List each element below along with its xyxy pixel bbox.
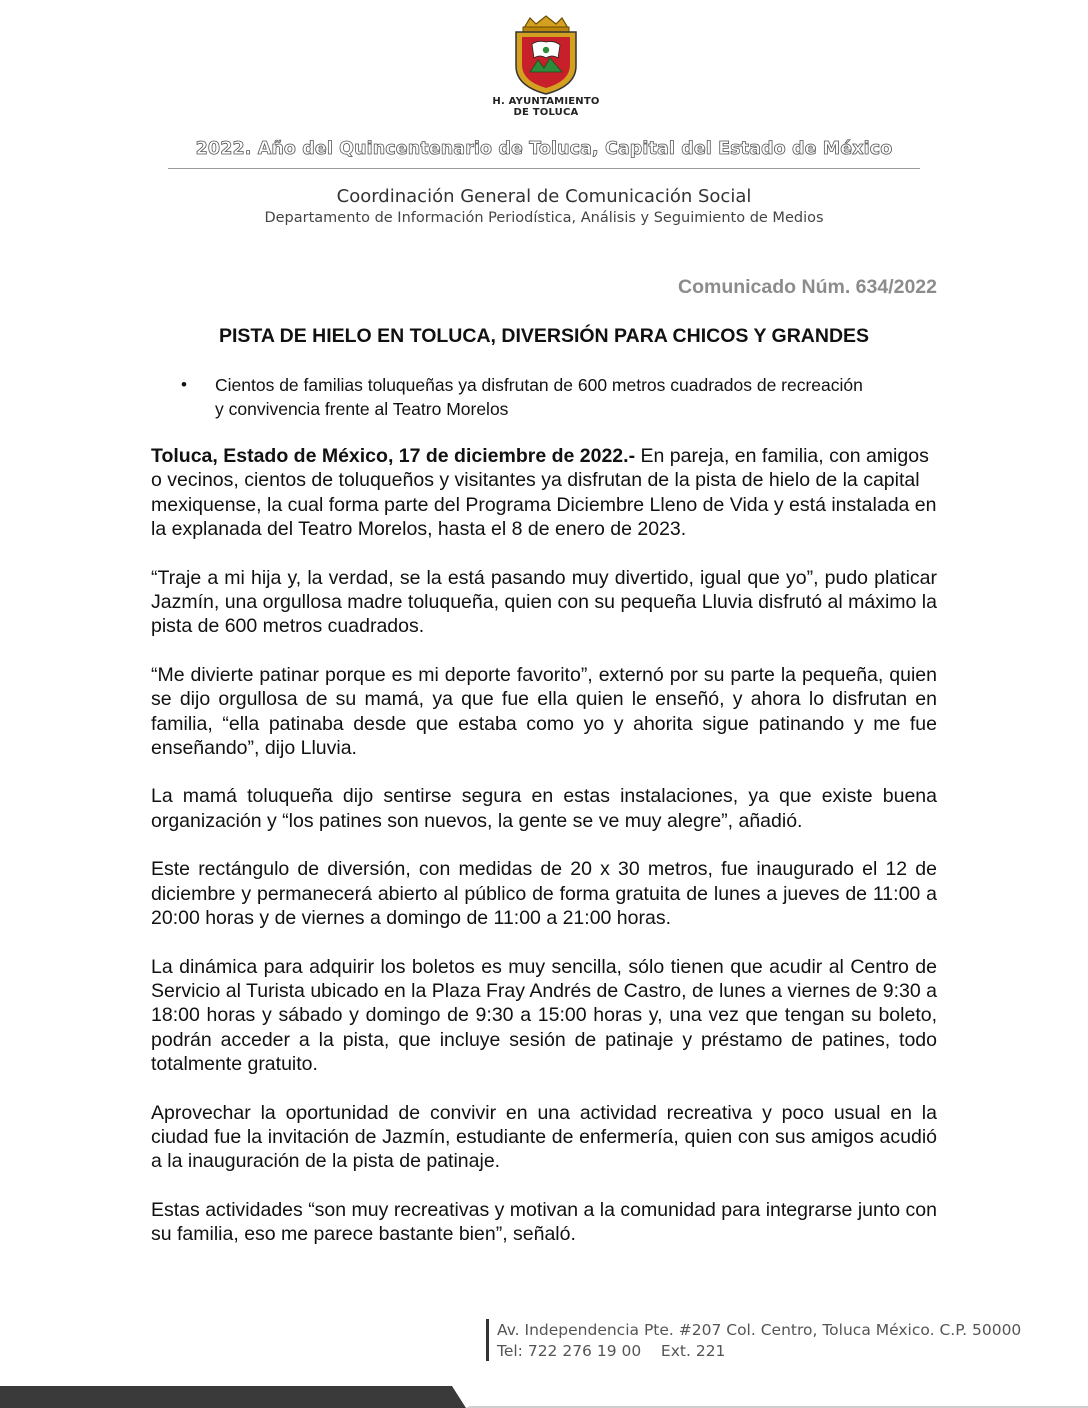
summary-bullet: Cientos de familias toluqueñas ya disfrutan de 600 metros cuadrados de recreación y convivencia frente al Teatro Morelos — [215, 375, 863, 419]
toluca-crest-logo — [492, 14, 600, 120]
bullet-icon: • — [181, 375, 187, 394]
release-number: Comunicado Núm. 634/2022 — [677, 276, 937, 298]
paragraph-7: Aprovechar la oportunidad de convivir en una actividad recreativa y poco usual en la ciudad fue la invitación de Jazmín, estudiante de enfermería, quien con sus amigos acudió a la inauguración de la pista de patinaje. — [151, 1101, 937, 1173]
department-subtitle: Departamento de Información Periodística, Análisis y Seguimiento de Medios — [264, 210, 824, 226]
paragraph-5: Este rectángulo de diversión, con medidas de 20 x 30 metros, fue inaugurado el 12 de diciembre y permanecerá abierto al público de forma gratuita de lunes a jueves de 11:00 a 20:00 horas y de viernes a domingo de 11:00 a 21:00 horas. — [151, 858, 937, 930]
logo-line-1: H. AYUNTAMIENTO — [492, 96, 600, 107]
dateline: Toluca, Estado de México, 17 de diciembre de 2022.- — [151, 445, 636, 467]
paragraph-1 — [151, 444, 937, 542]
footer-band — [0, 1386, 1088, 1408]
paragraph-4: La mamá toluqueña dijo sentirse segura en estas instalaciones, ya que existe buena organización y “los patines son nuevos, la gente se ve muy alegre”, añadió. — [151, 785, 937, 832]
footer-phone: Tel: 722 276 19 00 Ext. 221 — [497, 1342, 726, 1360]
paragraph-2: “Traje a mi hija y, la verdad, se la está pasando muy divertido, igual que yo”, pudo platicar Jazmín, una orgullosa madre toluqueña, quien con su pequeña Lluvia disfrutó al máximo la pista de 600 metros cuadrados. — [151, 566, 937, 638]
paragraph-8: Estas actividades “son muy recreativas y motivan a la comunidad para integrarse junto con su familia, eso me parece bastante bien”, señaló. — [151, 1198, 937, 1246]
crest-icon — [508, 14, 584, 96]
header-divider — [168, 168, 920, 169]
footer-address: Av. Independencia Pte. #207 Col. Centro, Toluca México. C.P. 50000 — [497, 1321, 1022, 1339]
article-body — [151, 444, 937, 1271]
footer-contact — [497, 1320, 1021, 1362]
headline: PISTA DE HIELO EN TOLUCA, DIVERSIÓN PARA CHICOS Y GRANDES — [218, 325, 870, 347]
paragraph-3: “Me divierte patinar porque es mi deporte favorito”, externó por su parte la pequeña, quien se dijo orgullosa de su mamá, ya que fue ella quien le enseñó, y ahora lo disfrutan en familia, “ella patinaba desde que estaba como yo y ahorita sigue patinando y me fue enseñando”, dijo Lluvia. — [151, 663, 937, 760]
year-motto: 2022. Año del Quincentenario de Toluca, Capital del Estado de México — [195, 139, 893, 159]
footer-divider — [486, 1319, 489, 1361]
logo-line-2: DE TOLUCA — [513, 107, 579, 118]
paragraph-1-text: En pareja, en familia, con amigos o vecinos, cientos de toluqueños y visitantes ya disfrutan de la pista de hielo de la capital mexiquense, la cual forma parte del Programa Diciembre Lleno de Vida y está instalada en la explanada del Teatro Morelos, hasta el 8 de enero de 2023. — [151, 445, 937, 541]
coordination-title: Coordinación General de Comunicación Social — [336, 186, 752, 207]
paragraph-6: La dinámica para adquirir los boletos es muy sencilla, sólo tienen que acudir al Centro de Servicio al Turista ubicado en la Plaza Fray Andrés de Castro, de lunes a viernes de 9:30 a 18:00 horas y sábado y domingo de 9:30 a 15:00 horas y, una vez que tengan su boleto, podrán acceder a la pista, que incluye sesión de patinaje y préstamo de patines, todo totalmente gratuito. — [151, 955, 937, 1076]
